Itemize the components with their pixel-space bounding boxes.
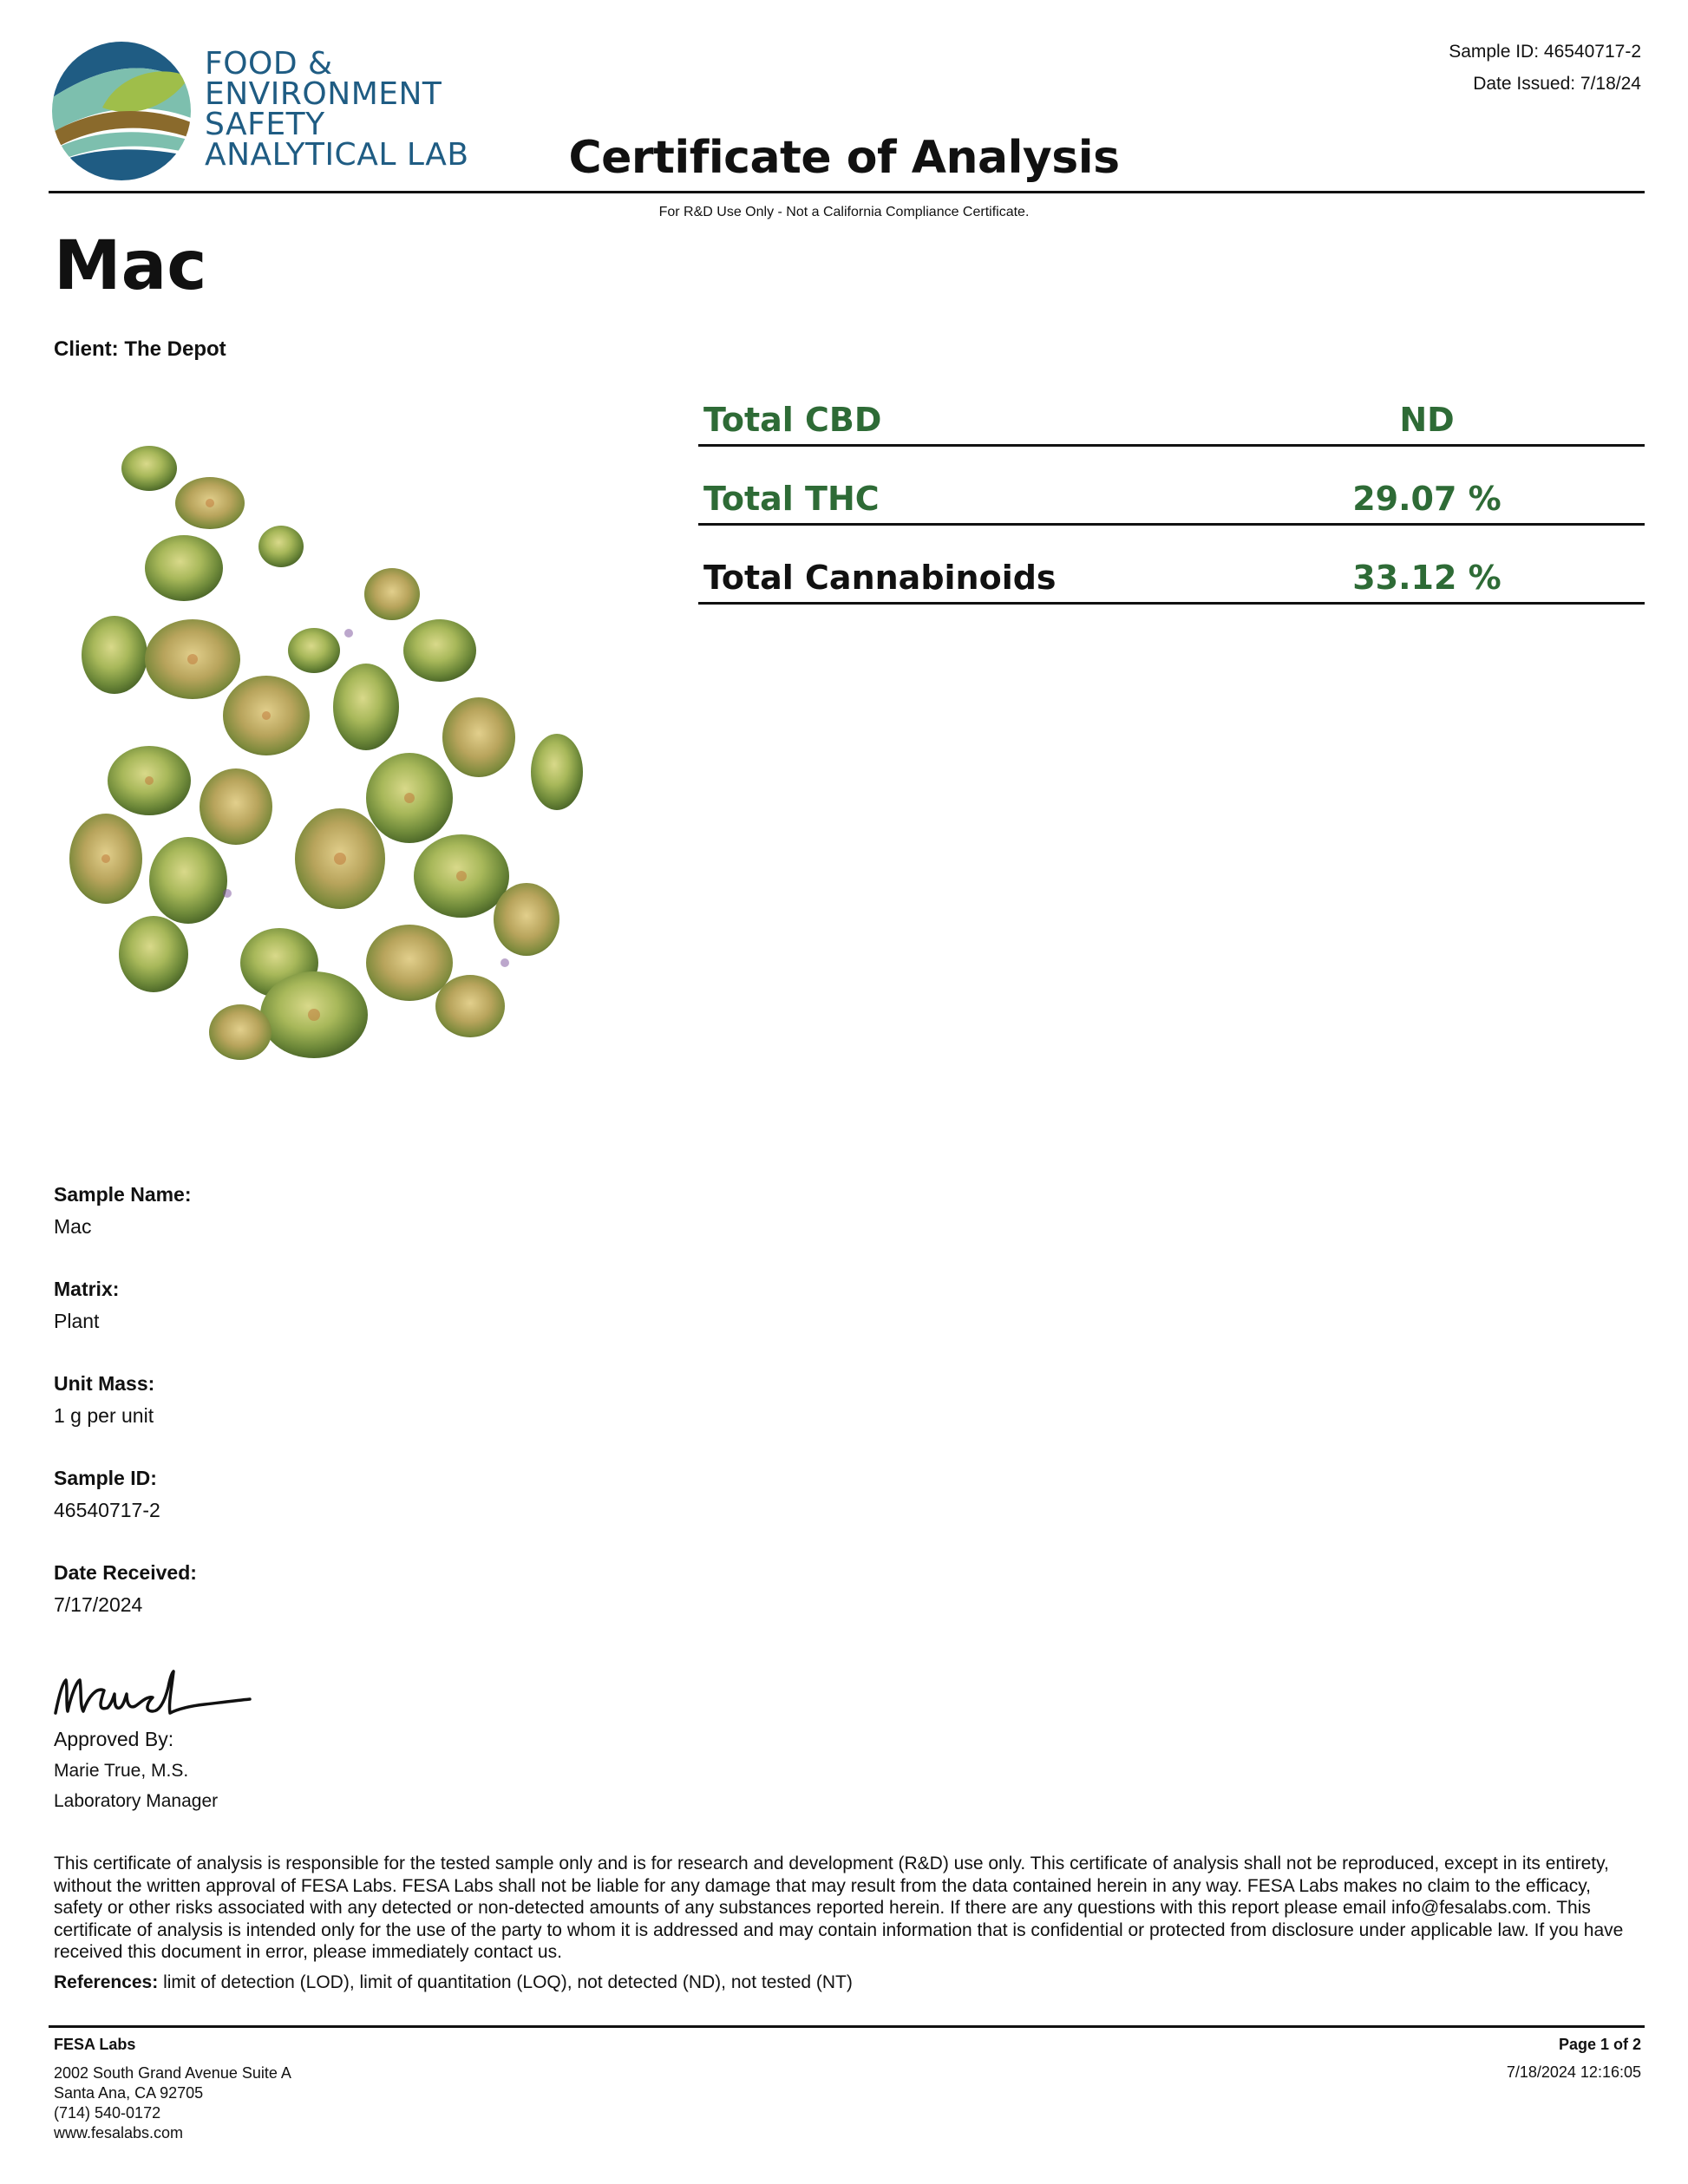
approver-name: Marie True, M.S.	[54, 1761, 189, 1781]
footer-address	[54, 2063, 291, 2143]
potency-label: Total Cannabinoids	[703, 559, 1057, 597]
header-divider	[49, 191, 1645, 193]
sample-id-label: Sample ID:	[54, 1467, 157, 1489]
approver-title: Laboratory Manager	[54, 1791, 219, 1811]
footer-address-line: Santa Ana, CA 92705	[54, 2084, 204, 2102]
potency-row-thc	[698, 478, 1645, 526]
references-label: References:	[54, 1972, 159, 1992]
logo-line: SAFETY	[205, 107, 325, 142]
potency-row-cbd	[698, 399, 1645, 447]
references	[54, 1972, 853, 1993]
potency-label: Total THC	[703, 480, 880, 518]
sample-name-value: Mac	[54, 1215, 92, 1238]
footer-address-line: 2002 South Grand Avenue Suite A	[54, 2064, 291, 2082]
signature	[50, 1661, 258, 1730]
signature-icon	[50, 1661, 258, 1730]
potency-row-total-cannabinoids	[698, 557, 1645, 605]
logo-line: ENVIRONMENT	[205, 76, 442, 112]
sample-id-value: 46540717-2	[54, 1499, 160, 1521]
references-text: limit of detection (LOD), limit of quantitation (LOQ), not detected (ND), not tested (NT)	[163, 1972, 853, 1992]
document-title: Certificate of Analysis	[568, 132, 1120, 184]
page-number: Page 1 of 2	[1558, 2036, 1641, 2053]
unit-mass-label: Unit Mass:	[54, 1372, 155, 1395]
rd-use-note: For R&D Use Only - Not a California Compliance Certificate.	[658, 205, 1030, 219]
header-sample-id: Sample ID: 46540717-2	[1449, 42, 1641, 62]
sample-name-label: Sample Name:	[54, 1183, 192, 1206]
footer-phone: (714) 540-0172	[54, 2104, 161, 2122]
footer-timestamp: 7/18/2024 12:16:05	[1506, 2063, 1641, 2081]
cannabis-buds-image	[54, 408, 592, 1136]
unit-mass-value: 1 g per unit	[54, 1404, 154, 1427]
logo-line: FOOD &	[205, 46, 333, 82]
footer-website: www.fesalabs.com	[54, 2124, 184, 2141]
potency-value: 29.07 %	[1352, 480, 1502, 518]
matrix-value: Plant	[54, 1310, 100, 1332]
potency-value: ND	[1399, 401, 1455, 439]
logo-line: ANALYTICAL LAB	[205, 137, 469, 173]
potency-value: 33.12 %	[1352, 559, 1502, 597]
date-received-label: Date Received:	[54, 1561, 197, 1584]
client-name: Client: The Depot	[54, 337, 226, 361]
header-date-issued: Date Issued: 7/18/24	[1473, 74, 1641, 94]
disclaimer-text: This certificate of analysis is responsible for the tested sample only and is for research and development (R&D) use only. This certificate of analysis shall not be reproduced, except in its entirety, without the written approval of FESA Labs. FESA Labs shall not be liable for any damage that may result from the data contained herein in any way. FESA Labs makes no claim to the efficacy, safety or other risks associated with any detected or non-detected amounts of any substances reported herein. If there are any questions with this report please email info@fesalabs.com. This certificate of analysis is intended only for the use of the party to whom it is addressed and may contain information that is confidential or protected from disclosure under applicable law. If you have received this document in error, please immediately contact us.	[54, 1854, 1624, 1962]
product-name: Mac	[54, 227, 207, 305]
footer-divider	[49, 2025, 1645, 2028]
matrix-label: Matrix:	[54, 1278, 120, 1300]
date-received-value: 7/17/2024	[54, 1593, 143, 1616]
potency-label: Total CBD	[703, 401, 882, 439]
footer-lab-name: FESA Labs	[54, 2036, 136, 2053]
approved-by-label: Approved By:	[54, 1728, 174, 1750]
product-photo	[54, 408, 592, 1136]
